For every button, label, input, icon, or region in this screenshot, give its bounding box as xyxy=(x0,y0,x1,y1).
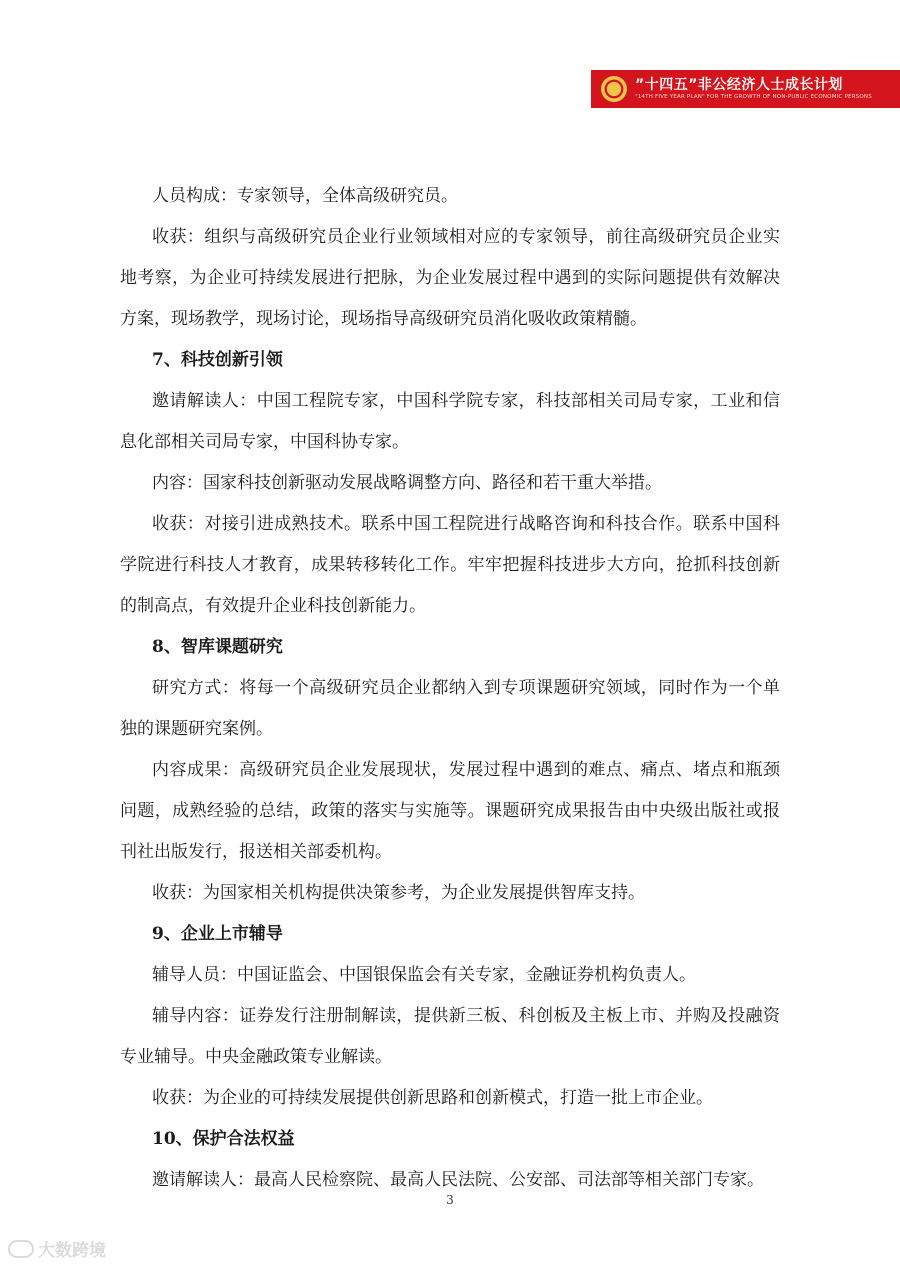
banner-text xyxy=(635,78,872,101)
document-body xyxy=(120,176,780,1201)
header-banner xyxy=(591,70,900,108)
paragraph: 辅导人员：中国证监会、中国银保监会有关专家，金融证券机构负责人。 xyxy=(152,965,696,985)
paragraph: 内容：国家科技创新驱动发展战略调整方向、路径和若干重大举措。 xyxy=(152,473,662,493)
paragraph: 辅导内容：证券发行注册制解读，提供新三板、科创板及主板上市、并购及投融资专业辅导。中央金融政策专业解读。 xyxy=(120,1006,780,1067)
paragraph: 收获：对接引进成熟技术。联系中国工程院进行战略咨询和科技合作。联系中国科学院进行科技人才教育，成果转移转化工作。牢牢把握科技进步大方向，抢抓科技创新的制高点，有效提升企业科技创新能力。 xyxy=(120,514,780,616)
paragraph: 收获：为国家相关机构提供决策参考，为企业发展提供智库支持。 xyxy=(152,883,645,903)
paragraph: 邀请解读人：最高人民检察院、最高人民法院、公安部、司法部等相关部门专家。 xyxy=(152,1170,764,1190)
emblem-icon xyxy=(601,76,627,102)
section-heading: 10、保护合法权益 xyxy=(152,1129,295,1149)
section-heading: 9、企业上市辅导 xyxy=(152,924,283,944)
paragraph: 内容成果：高级研究员企业发展现状，发展过程中遇到的难点、痛点、堵点和瓶颈问题，成熟经验的总结，政策的落实与实施等。课题研究成果报告由中央级出版社或报刊社出版发行，报送相关部委机构。 xyxy=(120,760,780,862)
paragraph: 人员构成：专家领导，全体高级研究员。 xyxy=(152,186,458,206)
section-heading: 8、智库课题研究 xyxy=(152,637,283,657)
paragraph: 研究方式：将每一个高级研究员企业都纳入到专项课题研究领域，同时作为一个单独的课题研究案例。 xyxy=(120,678,780,739)
banner-subtitle: "14TH FIVE YEAR PLAN" FOR THE GROWTH OF NON-PUBLIC ECONOMIC PERSONS xyxy=(635,93,872,100)
section-heading: 7、科技创新引领 xyxy=(152,350,283,370)
watermark xyxy=(8,1236,106,1261)
paragraph: 邀请解读人：中国工程院专家，中国科学院专家，科技部相关司局专家，工业和信息化部相关司局专家，中国科协专家。 xyxy=(120,391,780,452)
paragraph: 收获：组织与高级研究员企业行业领域相对应的专家领导，前往高级研究员企业实地考察，为企业可持续发展进行把脉，为企业发展过程中遇到的实际问题提供有效解决方案，现场教学，现场讨论，现场指导高级研究员消化吸收政策精髓。 xyxy=(120,227,780,329)
watermark-logo-icon xyxy=(8,1240,34,1258)
paragraph: 收获：为企业的可持续发展提供创新思路和创新模式，打造一批上市企业。 xyxy=(152,1088,713,1108)
banner-title: ”十四五”非公经济人士成长计划 xyxy=(635,76,843,93)
watermark-text: 大数跨境 xyxy=(38,1241,106,1261)
page-number: 3 xyxy=(446,1193,454,1207)
